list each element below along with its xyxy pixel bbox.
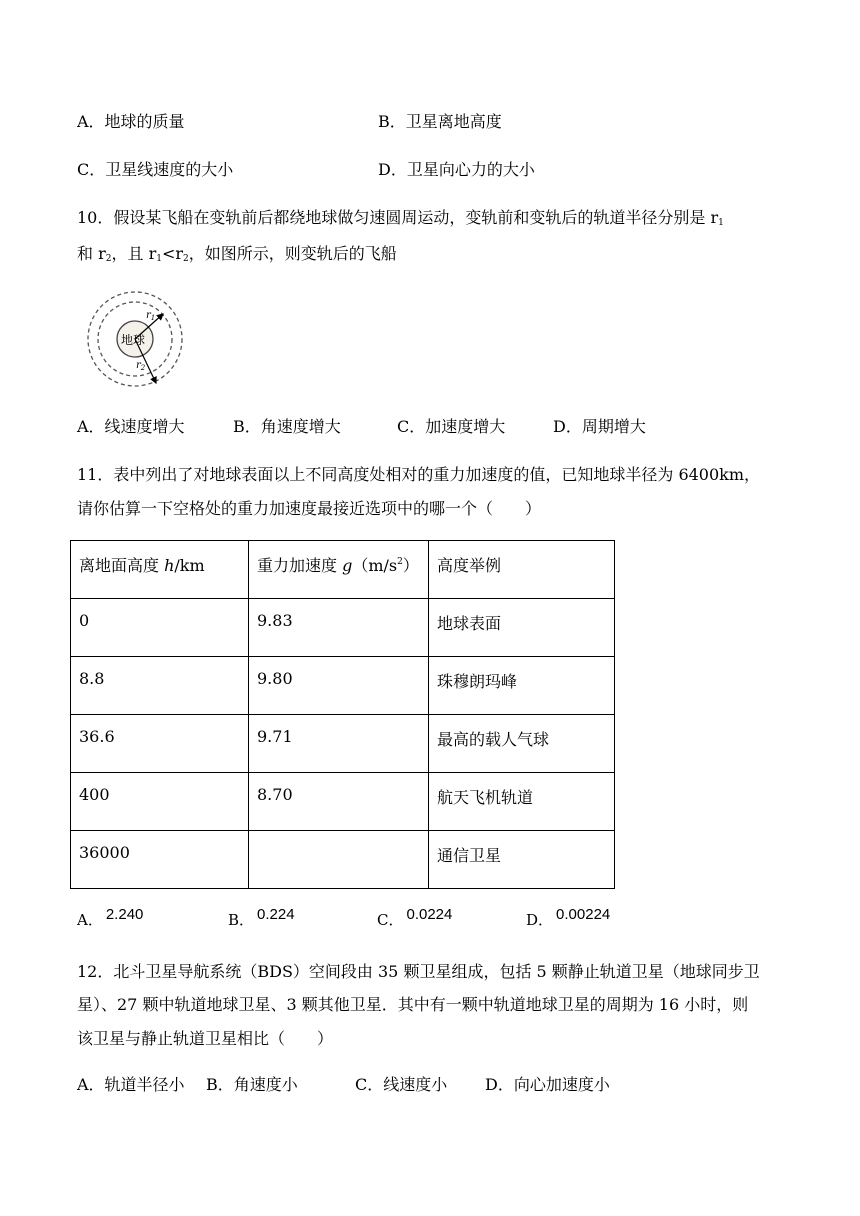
orbit-diagram xyxy=(84,288,188,392)
table-cell: 400 xyxy=(71,773,249,831)
table-cell: 地球表面 xyxy=(429,599,615,657)
table-cell: 9.83 xyxy=(249,599,429,657)
table-cell: 8.70 xyxy=(249,773,429,831)
q12-option-b: B．角速度小 xyxy=(206,1075,298,1094)
q11-line-2: 请你估算一下空格处的重力加速度最接近选项中的哪一个（ ） xyxy=(77,499,542,518)
table-cell: 航天飞机轨道 xyxy=(429,773,615,831)
q12-option-c: C．线速度小 xyxy=(355,1075,448,1094)
table-cell: 通信卫星 xyxy=(429,831,615,889)
q11-option-d: D． 0.00224 xyxy=(526,906,611,929)
q9-option-d: D．卫星向心力的大小 xyxy=(378,160,535,179)
table-cell: 珠穆朗玛峰 xyxy=(429,657,615,715)
table-row xyxy=(71,599,615,657)
gravity-table xyxy=(70,540,615,889)
q10-option-d: D．周期增大 xyxy=(553,417,646,436)
q10-option-c: C．加速度增大 xyxy=(397,417,506,436)
q9-option-b: B．卫星离地高度 xyxy=(378,112,502,131)
table-cell: 0 xyxy=(71,599,249,657)
r2-label: $r_2$ xyxy=(136,360,146,372)
table-cell: 36.6 xyxy=(71,715,249,773)
table-header-row xyxy=(71,541,615,599)
q11-option-a: A． 2.240 xyxy=(77,906,144,929)
q10-option-b: B．角速度增大 xyxy=(233,417,341,436)
q11-option-c: C． 0.0224 xyxy=(377,906,453,929)
table-row xyxy=(71,715,615,773)
earth-label: 地球 xyxy=(121,333,146,347)
q12-line-2: 星）、27 颗中轨道地球卫星、3 颗其他卫星．其中有一颗中轨道地球卫星的周期为 16 小时，则 xyxy=(77,995,749,1014)
table-cell xyxy=(249,831,429,889)
q9-option-a: A．地球的质量 xyxy=(77,112,185,131)
q10-option-a: A．线速度增大 xyxy=(77,417,185,436)
header-gravity: 重力加速度 $g(m/s^2)$ xyxy=(249,541,429,599)
table-cell: 最高的载人气球 xyxy=(429,715,615,773)
q12-option-a: A．轨道半径小 xyxy=(77,1075,185,1094)
q11-line-1: 11．表中列出了对地球表面以上不同高度处相对的重力加速度的值，已知地球半径为 6400km， xyxy=(77,465,761,484)
q12-line-1: 12．北斗卫星导航系统（BDS）空间段由 35 颗卫星组成，包括 5 颗静止轨道卫星（地球同步卫 xyxy=(77,962,760,981)
q12-line-3: 该卫星与静止轨道卫星相比（ ） xyxy=(77,1029,334,1048)
r1-label: $r_1$ xyxy=(146,310,156,322)
table-cell: 36000 xyxy=(71,831,249,889)
table-cell: 9.71 xyxy=(249,715,429,773)
table-cell: 8.8 xyxy=(71,657,249,715)
table-row xyxy=(71,773,615,831)
header-example: 高度举例 xyxy=(429,541,615,599)
table-row xyxy=(71,831,615,889)
q10-line-2: 和 $r_2$，且 $r_1<r_2$，如图所示，则变轨后的飞船 xyxy=(77,244,397,264)
q12-option-d: D．向心加速度小 xyxy=(485,1075,610,1094)
q11-option-b: B． 0.224 xyxy=(228,906,295,929)
q9-option-c: C．卫星线速度的大小 xyxy=(77,160,234,179)
header-height: 离地面高度 h/km xyxy=(71,541,249,599)
q10-line-1: 10．假设某飞船在变轨前后都绕地球做匀速圆周运动，变轨前和变轨后的轨道半径分别是 $r_1$ xyxy=(77,208,724,228)
table-cell: 9.80 xyxy=(249,657,429,715)
table-row xyxy=(71,657,615,715)
